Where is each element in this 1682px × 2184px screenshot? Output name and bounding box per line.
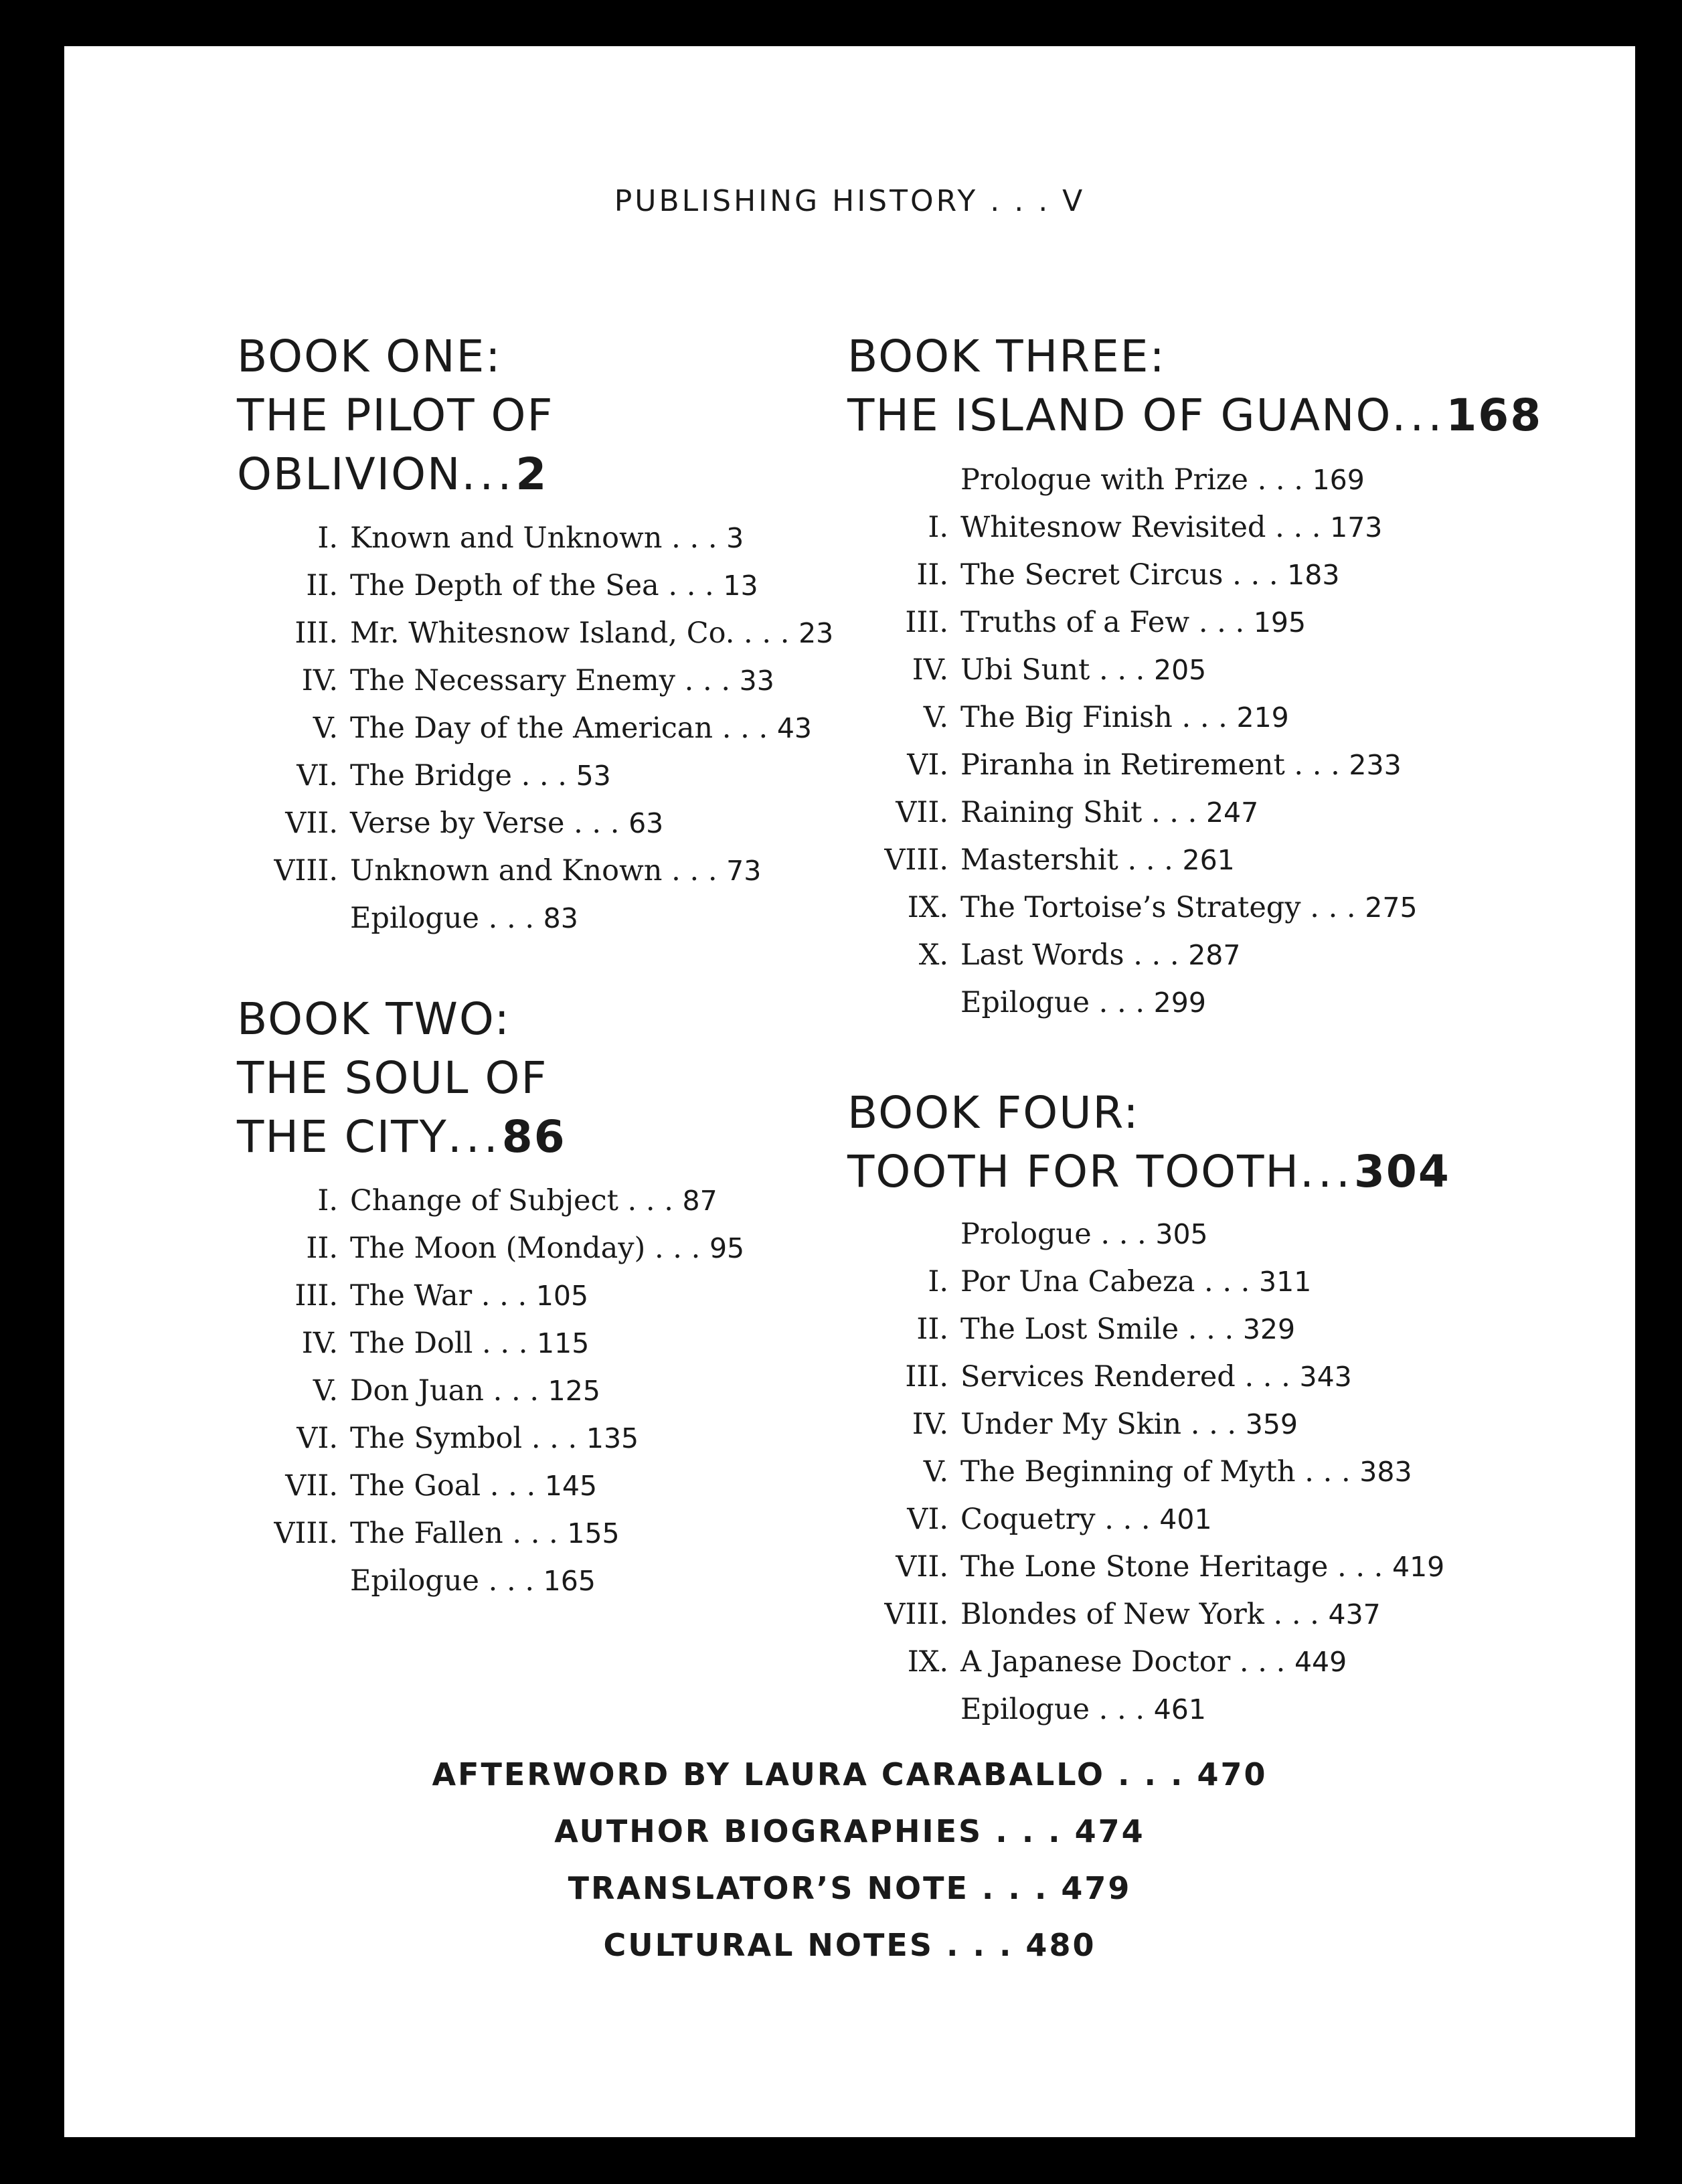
chapter-title: Known and Unknown . . .	[350, 521, 718, 555]
chapter-page: 83	[543, 902, 578, 934]
chapter-number: IV.	[912, 653, 948, 687]
chapter-number: III.	[905, 606, 948, 639]
book-four-title-line: BOOK FOUR:	[847, 1087, 1140, 1139]
chapter-number: V.	[313, 711, 338, 745]
chapter-number: X.	[918, 938, 948, 972]
book-one-page: 2	[515, 448, 548, 500]
book-one-title-last: OBLIVION	[237, 448, 462, 500]
chapter-title: Prologue with Prize . . .	[960, 463, 1303, 497]
chapter-number: V.	[923, 701, 948, 734]
chapter-page: 247	[1205, 796, 1259, 829]
chapter-title: Verse by Verse . . .	[350, 807, 620, 840]
book-two-title-line: BOOK TWO:	[237, 993, 511, 1045]
chapter-title: The Moon (Monday) . . .	[350, 1232, 701, 1265]
chapter-number: II.	[916, 558, 948, 592]
chapter-number: VI.	[297, 1422, 338, 1455]
chapter-page: 233	[1349, 749, 1402, 781]
chapter-title: Piranha in Retirement . . .	[960, 748, 1340, 782]
chapter-title: The Secret Circus . . .	[960, 558, 1278, 592]
author-biographies-entry: AUTHOR BIOGRAPHIES . . . 474	[554, 1813, 1145, 1849]
chapter-page: 449	[1294, 1646, 1347, 1678]
chapter-page: 3	[726, 522, 744, 554]
afterword-entry: AFTERWORD BY LAURA CARABALLO . . . 470	[432, 1756, 1268, 1792]
chapter-page: 205	[1154, 654, 1207, 686]
chapter-number: VIII.	[884, 1598, 948, 1631]
book-one-dots: ...	[461, 448, 516, 500]
chapter-number: VII.	[896, 1550, 948, 1584]
chapter-number: III.	[295, 616, 338, 650]
chapter-title: Whitesnow Revisited . . .	[960, 511, 1321, 544]
chapter-number: II.	[916, 1313, 948, 1346]
chapter-page: 261	[1182, 844, 1235, 876]
chapter-title: Services Rendered . . .	[960, 1360, 1290, 1394]
chapter-number: VI.	[907, 748, 948, 782]
chapter-title: Unknown and Known . . .	[350, 854, 718, 888]
chapter-title: The Lost Smile . . .	[960, 1313, 1234, 1346]
chapter-page: 125	[548, 1375, 600, 1407]
chapter-number: III.	[905, 1360, 948, 1394]
chapter-number: IV.	[301, 664, 338, 697]
chapter-page: 135	[586, 1422, 639, 1454]
chapter-page: 95	[709, 1232, 745, 1264]
chapter-title: The Beginning of Myth . . .	[960, 1455, 1351, 1489]
chapter-title: Truths of a Few . . .	[960, 606, 1245, 639]
book-four-page: 304	[1354, 1146, 1450, 1197]
chapter-title: The War . . .	[350, 1279, 527, 1313]
chapter-number: I.	[317, 521, 338, 555]
chapter-title: Change of Subject . . .	[350, 1184, 673, 1217]
chapter-number: VII.	[896, 796, 948, 829]
chapter-page: 461	[1153, 1693, 1206, 1726]
chapter-page: 305	[1155, 1218, 1208, 1250]
chapter-number: IV.	[912, 1408, 948, 1441]
chapter-number: I.	[317, 1184, 338, 1217]
chapter-title: The Goal . . .	[350, 1469, 536, 1503]
chapter-number: II.	[306, 1232, 338, 1265]
chapter-page: 43	[776, 712, 812, 744]
chapter-number: VIII.	[274, 1517, 338, 1550]
chapter-page: 359	[1245, 1408, 1298, 1440]
chapter-title: Blondes of New York . . .	[960, 1598, 1319, 1631]
book-two-dots: ...	[447, 1111, 502, 1163]
chapter-title: The Bridge . . .	[350, 759, 567, 792]
chapter-page: 401	[1159, 1503, 1212, 1535]
chapter-page: 87	[682, 1185, 718, 1217]
book-three-title-line: BOOK THREE:	[847, 331, 1166, 382]
chapter-title: The Big Finish . . .	[960, 701, 1228, 734]
chapter-page: 169	[1312, 464, 1365, 496]
chapter-title: The Necessary Enemy . . .	[350, 664, 730, 697]
chapter-number: VI.	[297, 759, 338, 792]
chapter-title: Under My Skin . . .	[960, 1408, 1237, 1441]
backmatter-list	[64, 1746, 1635, 1974]
book-three-page: 168	[1446, 390, 1543, 441]
chapter-title: Epilogue . . .	[350, 902, 534, 935]
chapter-page: 183	[1287, 559, 1340, 591]
chapter-page: 299	[1153, 987, 1206, 1019]
chapter-number: IX.	[907, 891, 948, 924]
chapter-page: 329	[1242, 1313, 1296, 1345]
chapter-number: I.	[928, 1265, 948, 1298]
chapter-number: II.	[306, 569, 338, 602]
chapter-number: VII.	[285, 1469, 338, 1503]
book-two-title-line: THE SOUL OF	[237, 1052, 548, 1104]
chapter-number: I.	[928, 511, 948, 544]
chapter-page: 105	[535, 1280, 589, 1312]
book-two-page: 86	[501, 1111, 566, 1163]
book-four-title	[847, 1084, 1450, 1201]
chapter-title: The Symbol . . .	[350, 1422, 578, 1455]
chapter-title: The Fallen . . .	[350, 1517, 558, 1550]
chapter-title: A Japanese Doctor . . .	[960, 1645, 1286, 1679]
chapter-page: 437	[1328, 1598, 1381, 1630]
book-three-dots: ...	[1392, 390, 1446, 441]
chapter-number: VIII.	[274, 854, 338, 888]
chapter-title: Epilogue . . .	[960, 986, 1145, 1019]
chapter-title: Last Words . . .	[960, 938, 1179, 972]
chapter-page: 165	[543, 1565, 596, 1597]
translators-note-entry: TRANSLATOR’S NOTE . . . 479	[568, 1870, 1132, 1906]
book-four-dots: ...	[1300, 1146, 1354, 1197]
chapter-number: VI.	[907, 1503, 948, 1536]
chapter-title: Epilogue . . .	[960, 1693, 1145, 1726]
cultural-notes-entry: CULTURAL NOTES . . . 480	[603, 1927, 1096, 1963]
book-two-title-last: THE CITY	[237, 1111, 448, 1163]
chapter-title: Raining Shit . . .	[960, 796, 1197, 829]
chapter-title: The Day of the American . . .	[350, 711, 768, 745]
chapter-page: 23	[798, 617, 834, 649]
chapter-number: VII.	[285, 807, 338, 840]
chapter-title: Prologue . . .	[960, 1217, 1147, 1251]
chapter-number: IX.	[907, 1645, 948, 1679]
book-three-title-last: THE ISLAND OF GUANO	[847, 390, 1392, 441]
chapter-page: 195	[1253, 606, 1307, 639]
chapter-title: Ubi Sunt . . .	[960, 653, 1145, 687]
chapter-title: Mastershit . . .	[960, 843, 1173, 877]
chapter-page: 383	[1359, 1456, 1412, 1488]
chapter-page: 53	[576, 760, 611, 792]
book-four-title-last: TOOTH FOR TOOTH	[847, 1146, 1300, 1197]
chapter-title: Coquetry . . .	[960, 1503, 1151, 1536]
book-three-title	[847, 327, 1542, 445]
chapter-title: Por Una Cabeza . . .	[960, 1265, 1250, 1298]
chapter-page: 73	[726, 855, 762, 887]
chapter-page: 33	[739, 665, 774, 697]
chapter-page: 287	[1188, 939, 1241, 971]
contents-page	[64, 46, 1635, 2137]
book-one-title-line: THE PILOT OF	[237, 390, 554, 441]
chapter-title: Epilogue . . .	[350, 1564, 534, 1598]
chapter-page: 155	[567, 1517, 620, 1549]
chapter-title: Mr. Whitesnow Island, Co. . . .	[350, 616, 790, 650]
chapter-title: Don Juan . . .	[350, 1374, 539, 1408]
chapter-page: 419	[1392, 1551, 1445, 1583]
chapter-number: V.	[313, 1374, 338, 1408]
book-one-title	[237, 327, 554, 504]
chapter-page: 13	[723, 570, 758, 602]
chapter-title: The Tortoise’s Strategy . . .	[960, 891, 1356, 924]
chapter-title: The Depth of the Sea . . .	[350, 569, 714, 602]
chapter-number: III.	[295, 1279, 338, 1313]
chapter-page: 343	[1299, 1361, 1352, 1393]
book-two-title	[237, 990, 566, 1167]
chapter-title: The Lone Stone Heritage . . .	[960, 1550, 1383, 1584]
chapter-number: IV.	[301, 1327, 338, 1360]
chapter-page: 63	[628, 807, 664, 839]
chapter-page: 115	[537, 1327, 590, 1359]
publishing-history-entry: PUBLISHING HISTORY . . . V	[614, 184, 1086, 218]
chapter-title: The Doll . . .	[350, 1327, 528, 1360]
chapter-page: 173	[1330, 511, 1383, 543]
chapter-number: VIII.	[884, 843, 948, 877]
chapter-page: 311	[1259, 1266, 1312, 1298]
chapter-page: 145	[544, 1470, 598, 1502]
chapter-page: 275	[1365, 892, 1418, 924]
book-one-title-line: BOOK ONE:	[237, 331, 502, 382]
chapter-page: 219	[1236, 701, 1289, 734]
chapter-number: V.	[923, 1455, 948, 1489]
